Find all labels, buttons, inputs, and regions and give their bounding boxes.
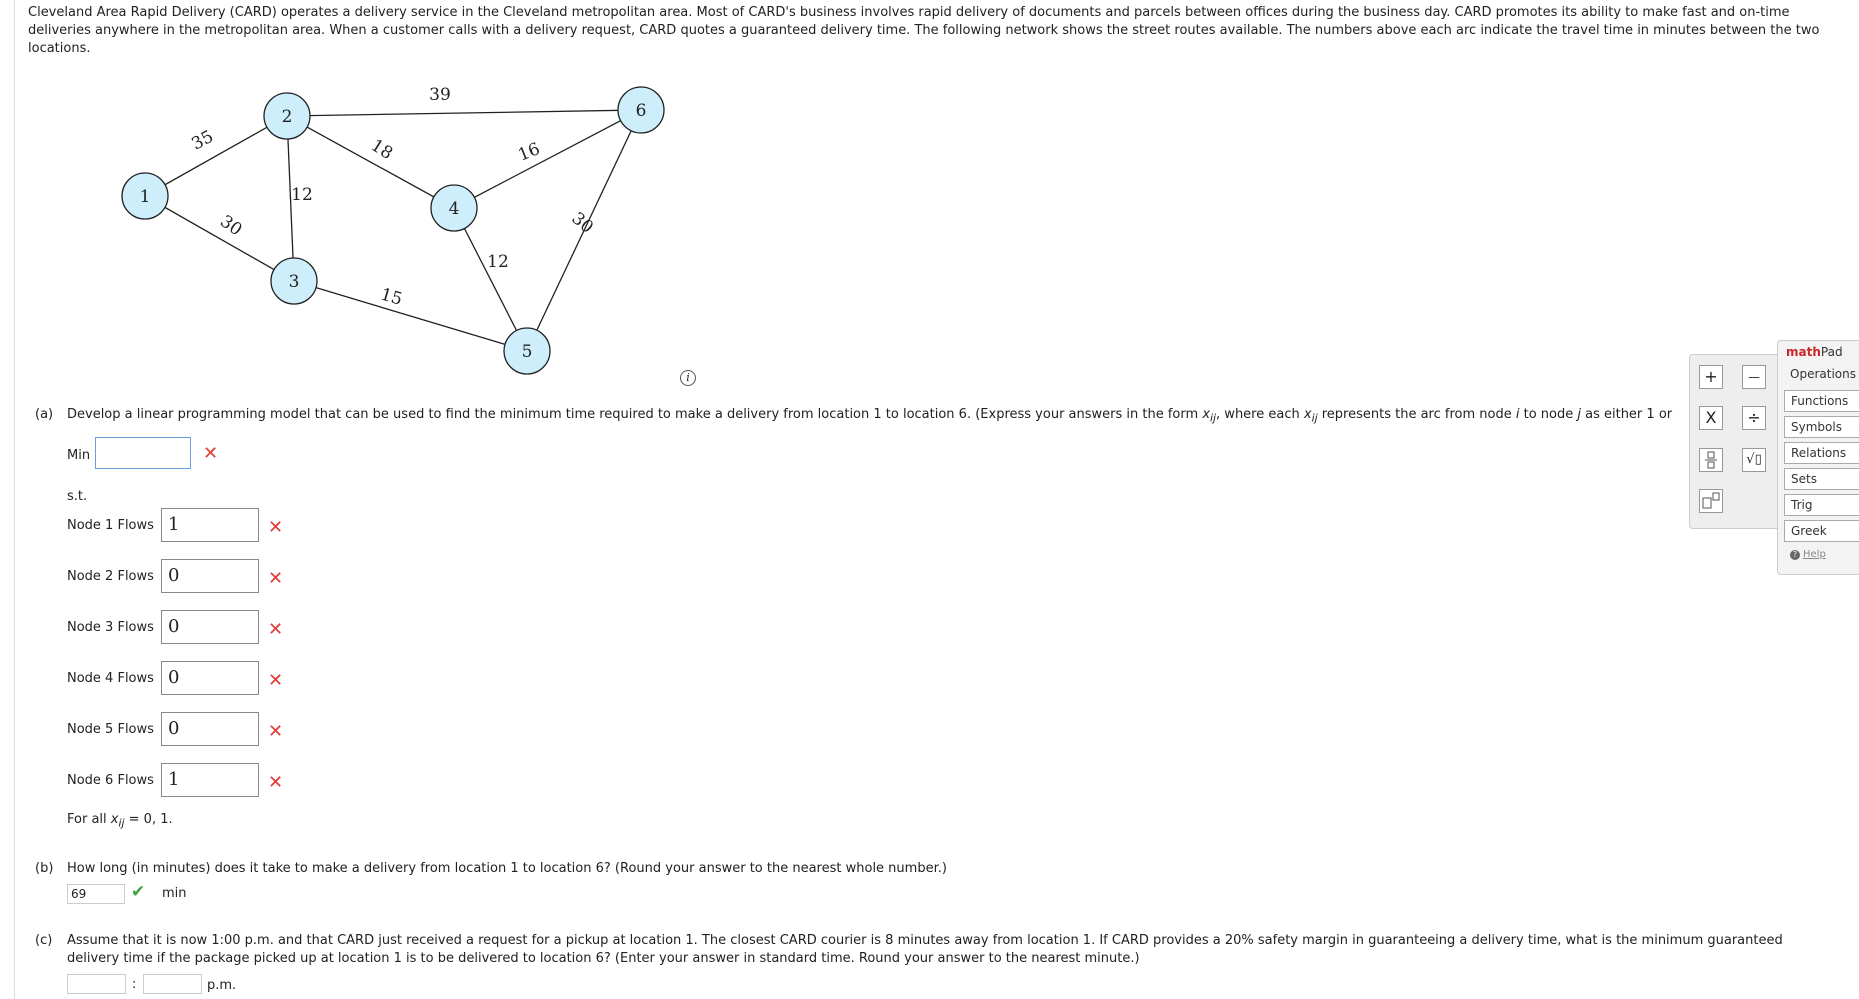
- constraint-row-node-3: [67, 610, 259, 644]
- st-label: s.t.: [67, 489, 88, 504]
- node-label: 4: [448, 199, 460, 219]
- arc-3-5: [294, 281, 527, 351]
- constraint-label: Node 5 Flows: [67, 721, 154, 737]
- tab-operations[interactable]: Operations: [1784, 364, 1859, 386]
- part-c-question: [35, 932, 1825, 968]
- tab-greek[interactable]: Greek: [1784, 520, 1859, 542]
- fraction-button[interactable]: [1699, 448, 1723, 472]
- binary-constraint: [67, 812, 173, 830]
- tab-symbols[interactable]: Symbols: [1784, 416, 1859, 438]
- tab-functions[interactable]: Functions: [1784, 390, 1859, 412]
- info-icon[interactable]: i: [680, 370, 696, 386]
- network-diagram: [0, 0, 700, 380]
- arc-4-5: [454, 208, 527, 351]
- part-a-text-1: Develop a linear programming model that can be used to find the minimum time required to make a delivery from location 1 to location 6. (Express your answers in the form: [67, 407, 1203, 422]
- incorrect-icon: ✕: [268, 568, 284, 589]
- constraint-row-node-6: [67, 763, 259, 797]
- pm-label: p.m.: [207, 978, 237, 993]
- arc-time-label: 15: [378, 284, 405, 310]
- minus-button[interactable]: —: [1742, 365, 1766, 389]
- tab-sets[interactable]: Sets: [1784, 468, 1859, 490]
- part-a-text-2: , where each: [1216, 407, 1304, 422]
- var-sub: ij: [1210, 411, 1217, 425]
- constraint-label: Node 1 Flows: [67, 517, 154, 533]
- incorrect-icon: ✕: [268, 772, 284, 793]
- part-b-question: [35, 861, 947, 876]
- forall-prefix: For all: [67, 812, 111, 827]
- part-b-label: (b): [35, 861, 54, 876]
- part-c-minutes-input[interactable]: [143, 974, 202, 994]
- help-link[interactable]: [1790, 549, 1826, 560]
- arc-time-label: 39: [429, 85, 451, 105]
- mathpad-brand-math: math: [1786, 345, 1821, 359]
- arc-time-label: 30: [567, 208, 597, 238]
- problem-intro: Cleveland Area Rapid Delivery (CARD) operates a delivery service in the Cleveland metropolitan area. Most of CARD's business involves rapid delivery of documents and parcels between offices during the business day. CARD promotes its ability to make fast and on-time deliveries anywhere in the metropolitan area. When a customer calls with a delivery request, CARD quotes a guaranteed delivery time. The following network shows the street routes available. The numbers above each arc indicate the travel time in minutes between the two locations.: [28, 5, 1820, 56]
- node-label: 1: [139, 187, 151, 207]
- arc-time-label: 12: [291, 185, 313, 205]
- part-a-text-5: as either 1 or: [1580, 407, 1673, 422]
- incorrect-icon: ✕: [268, 517, 284, 538]
- constraint-input-node-3[interactable]: 0: [161, 610, 259, 644]
- var-x-2: x: [1303, 407, 1312, 422]
- constraint-row-node-5: [67, 712, 259, 746]
- constraint-label: Node 3 Flows: [67, 619, 154, 635]
- divide-button[interactable]: ÷: [1742, 406, 1766, 430]
- var-i: i: [1515, 407, 1520, 422]
- part-a-text-4: to node: [1519, 407, 1578, 422]
- incorrect-icon: ✕: [268, 721, 284, 742]
- part-c-line-1: Assume that it is now 1:00 p.m. and that CARD just received a request for a pickup at location 1. The closest CARD courier is 8 minutes away from location 1. If CARD provides a 20% safety margin in guaranteeing a delivery time, what is the minimum guaranteed: [67, 933, 1783, 948]
- help-icon: ?: [1790, 550, 1800, 560]
- constraint-row-node-4: [67, 661, 259, 695]
- part-a-text-3: represents the arc from node: [1317, 407, 1516, 422]
- mathpad-title: [1786, 345, 1843, 359]
- exponent-icon: [1700, 490, 1722, 512]
- constraint-input-node-6[interactable]: 1: [161, 763, 259, 797]
- objective-incorrect-icon: ✕: [203, 443, 219, 464]
- part-b-answer-input[interactable]: 69: [67, 884, 125, 904]
- sqrt-button[interactable]: √▯: [1742, 448, 1766, 472]
- arc-4-6: [454, 110, 641, 208]
- incorrect-icon: ✕: [268, 670, 284, 691]
- fraction-icon: [1700, 449, 1722, 471]
- part-b-text: How long (in minutes) does it take to make a delivery from location 1 to location 6? (Round your answer to the nearest whole number.): [67, 861, 947, 876]
- correct-check-icon: ✔: [131, 882, 146, 902]
- part-c-hours-input[interactable]: [67, 974, 126, 994]
- constraint-input-node-2[interactable]: 0: [161, 559, 259, 593]
- node-label: 3: [288, 272, 300, 292]
- arc-1-3: [145, 196, 294, 281]
- constraint-label: Node 6 Flows: [67, 772, 154, 788]
- var-x: x: [1202, 407, 1211, 422]
- help-label: Help: [1803, 549, 1826, 560]
- constraint-input-node-5[interactable]: 0: [161, 712, 259, 746]
- arc-time-label: 12: [487, 252, 509, 272]
- plus-button[interactable]: +: [1699, 365, 1723, 389]
- var-j: j: [1577, 407, 1581, 422]
- mathpad-brand-pad: Pad: [1820, 345, 1843, 359]
- incorrect-icon: ✕: [268, 619, 284, 640]
- exponent-button[interactable]: [1699, 489, 1723, 513]
- times-button[interactable]: X: [1699, 406, 1723, 430]
- arc-time-label: 18: [367, 135, 397, 164]
- arc-time-label: 35: [188, 126, 217, 155]
- part-c-line-2: delivery time if the package picked up at location 1 is to be delivered to location 6? (Enter your answer in standard time. Round your answer to the nearest minute.): [67, 951, 1140, 966]
- tab-trig[interactable]: Trig: [1784, 494, 1859, 516]
- objective-input[interactable]: [95, 437, 191, 469]
- arc-2-6: [287, 110, 641, 116]
- constraint-label: Node 4 Flows: [67, 670, 154, 686]
- constraint-row-node-2: [67, 559, 259, 593]
- node-label: 6: [635, 101, 647, 121]
- node-label: 5: [521, 342, 533, 362]
- constraint-input-node-4[interactable]: 0: [161, 661, 259, 695]
- mathpad-panel: [1777, 340, 1859, 575]
- var-sub-2: ij: [1311, 411, 1318, 425]
- constraint-label: Node 2 Flows: [67, 568, 154, 584]
- constraint-input-node-1[interactable]: 1: [161, 508, 259, 542]
- arc-1-2: [145, 116, 287, 196]
- tab-relations[interactable]: Relations: [1784, 442, 1859, 464]
- arc-time-label: 30: [216, 211, 246, 241]
- arc-time-label: 16: [515, 139, 543, 166]
- time-colon: :: [132, 977, 137, 992]
- part-c-label: (c): [35, 933, 53, 948]
- node-label: 2: [281, 107, 293, 127]
- min-label: Min: [67, 448, 91, 463]
- part-a-question: [35, 407, 1672, 425]
- forall-suffix: = 0, 1.: [124, 812, 173, 827]
- var-sub-3: ij: [118, 816, 125, 830]
- part-a-label: (a): [35, 407, 54, 422]
- math-palette: [1689, 354, 1781, 529]
- constraint-row-node-1: [67, 508, 259, 542]
- part-b-unit: min: [162, 886, 187, 901]
- var-x-3: x: [110, 812, 119, 827]
